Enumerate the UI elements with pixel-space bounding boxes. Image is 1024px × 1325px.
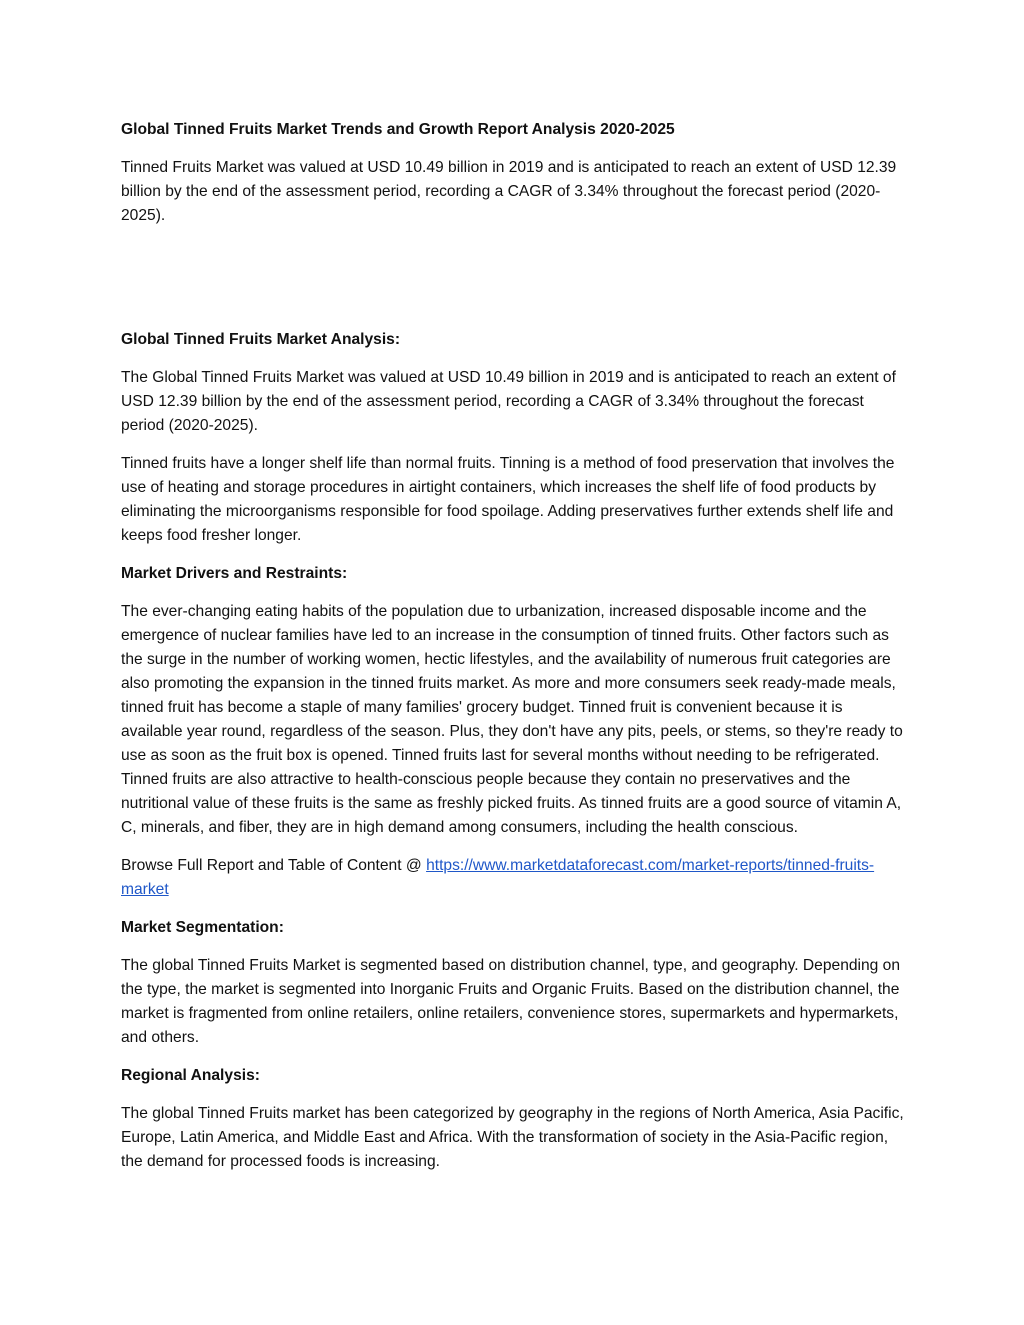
drivers-heading: Market Drivers and Restraints: xyxy=(121,565,348,582)
regional-paragraph: The global Tinned Fruits market has been categorized by geography in the regions of North America, Asia Pacific, Europe, Latin America, and Middle East and Africa. With the transformation of society in the Asia-Pacific region, the demand for processed foods is increasing. xyxy=(121,1105,904,1170)
report-link[interactable]: https://www.marketdataforecast.com/market-reports/tinned-fruits-market xyxy=(121,857,875,898)
drivers-paragraph: The ever-changing eating habits of the population due to urbanization, increased disposable income and the emergence of nuclear families have led to an increase in the consumption of tinned fruits. Other factors such as the surge in the number of working women, hectic lifestyles, and the availability of numerous fruit categories are also promoting the expansion in the tinned fruits market. As more and more consumers seek ready-made meals, tinned fruit has become a staple of many families' grocery budget. Tinned fruit is convenient because it is available year round, regardless of the season. Plus, they don't have any pits, peels, or stems, so they're ready to use as soon as the fruit box is opened. Tinned fruits last for several months without needing to be refrigerated. Tinned fruits are also attractive to health-conscious people because they contain no preservatives and the nutritional value of these fruits is the same as freshly picked fruits. As tinned fruits are a good source of vitamin A, C, minerals, and fiber, they are in high demand among consumers, including the health conscious. xyxy=(121,603,903,836)
browse-report-line xyxy=(121,854,907,902)
segmentation-heading: Market Segmentation: xyxy=(121,919,284,936)
section-spacer xyxy=(121,242,907,328)
document-page xyxy=(121,118,907,1188)
regional-heading: Regional Analysis: xyxy=(121,1067,260,1084)
document-title: Global Tinned Fruits Market Trends and Growth Report Analysis 2020-2025 xyxy=(121,121,675,138)
analysis-paragraph-1: The Global Tinned Fruits Market was valued at USD 10.49 billion in 2019 and is anticipated to reach an extent of USD 12.39 billion by the end of the assessment period, recording a CAGR of 3.34% throughout the forecast period (2020-2025). xyxy=(121,369,896,434)
segmentation-paragraph: The global Tinned Fruits Market is segmented based on distribution channel, type, and geography. Depending on the type, the market is segmented into Inorganic Fruits and Organic Fruits. Based on the distribution channel, the market is fragmented from online retailers, online retailers, convenience stores, supermarkets and hypermarkets, and others. xyxy=(121,957,901,1046)
intro-paragraph: Tinned Fruits Market was valued at USD 10.49 billion in 2019 and is anticipated to reach an extent of USD 12.39 billion by the end of the assessment period, recording a CAGR of 3.34% throughout the forecast period (2020-2025). xyxy=(121,159,897,224)
analysis-paragraph-2: Tinned fruits have a longer shelf life than normal fruits. Tinning is a method of food preservation that involves the use of heating and storage procedures in airtight containers, which increases the shelf life of food products by eliminating the microorganisms responsible for food spoilage. Adding preservatives further extends shelf life and keeps food fresher longer. xyxy=(121,455,895,544)
analysis-heading: Global Tinned Fruits Market Analysis: xyxy=(121,331,401,348)
browse-prefix: Browse Full Report and Table of Content @ xyxy=(121,857,427,874)
